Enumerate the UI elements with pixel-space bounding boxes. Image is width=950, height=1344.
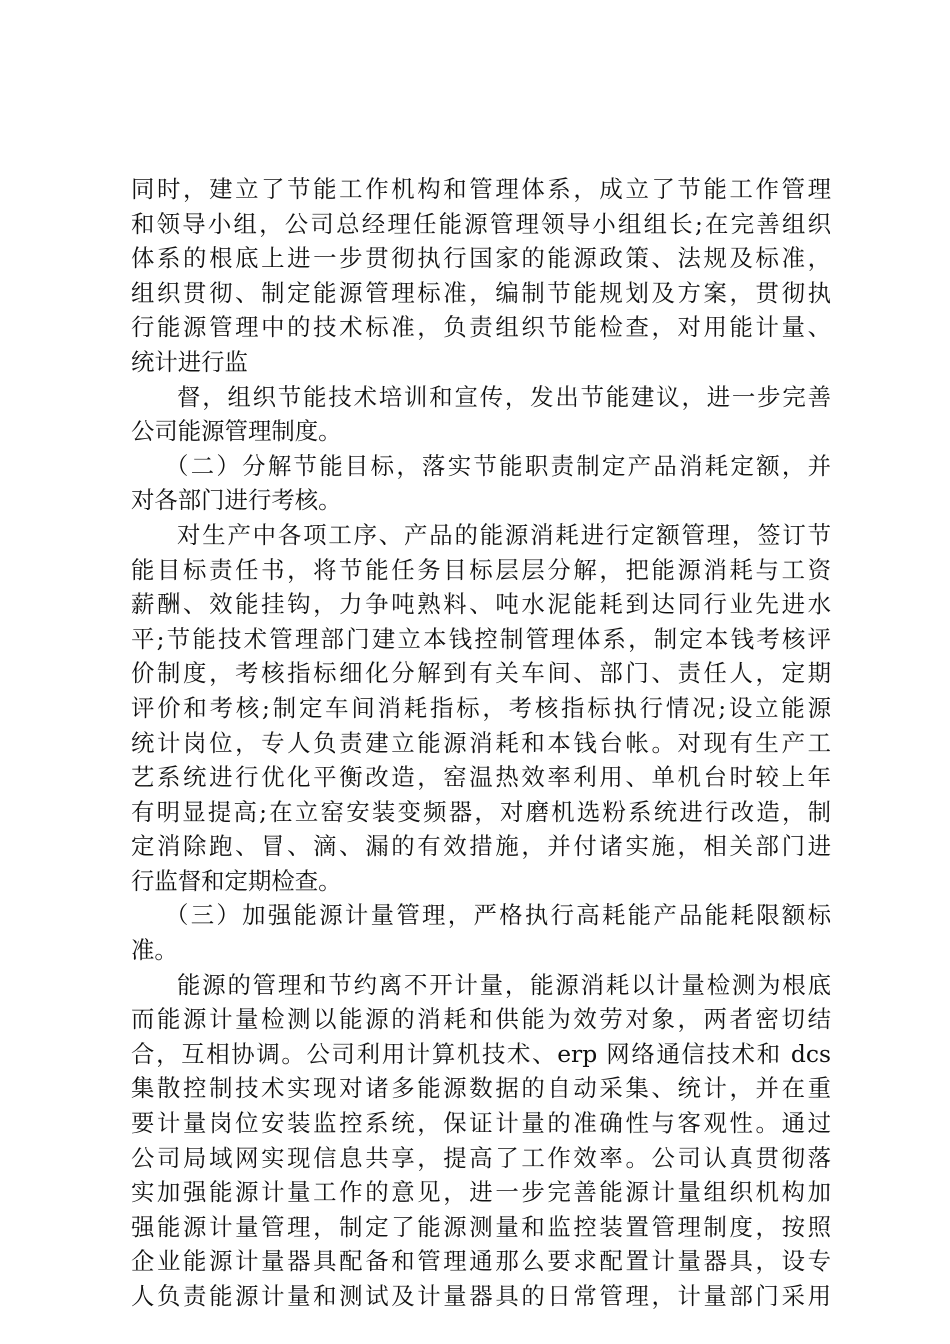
text-line: 能目标责任书，将节能任务目标层层分解，把能源消耗与工资: [131, 555, 831, 584]
text-line: 人负责能源计量和测试及计量器具的日常管理，计量部门采用: [131, 1282, 831, 1310]
text-line: 公司局域网实现信息共享，提高了工作效率。公司认真贯彻落: [131, 1143, 831, 1172]
text-line: 行能源管理中的技术标准，负责组织节能检查，对用能计量、: [131, 313, 831, 342]
paragraph-6: [131, 968, 831, 1314]
text-line: 艺系统进行优化平衡改造，窑温热效率利用、单机台时较上年: [131, 763, 831, 792]
paragraph-1: [131, 172, 831, 380]
text-line: 实加强能源计量工作的意见，进一步完善能源计量组织机构加: [131, 1178, 831, 1207]
text-line: 统计岗位，专人负责建立能源消耗和本钱台帐。对现有生产工: [131, 728, 831, 757]
section-heading-2: [131, 449, 831, 518]
text-line: 价制度，考核指标细化分解到有关车间、部门、责任人，定期: [131, 659, 831, 688]
text-line: 公司能源管理制度。: [131, 417, 342, 446]
text-line: 督，组织节能技术培训和宣传，发出节能建议，进一步完善: [177, 382, 831, 411]
heading-line: （二）分解节能目标，落实节能职责制定产品消耗定额，并: [165, 451, 831, 480]
paragraph-4: [131, 518, 831, 899]
document-page: [131, 172, 831, 1314]
text-line: 定消除跑、冒、滴、漏的有效措施，并付诸实施，相关部门进: [131, 832, 831, 861]
text-line: 对生产中各项工序、产品的能源消耗进行定额管理，签订节: [177, 520, 831, 549]
heading-line: 对各部门进行考核。: [131, 486, 342, 515]
heading-line: （三）加强能源计量管理，严格执行高耗能产品能耗限额标: [165, 901, 831, 930]
text-line: 要计量岗位安装监控系统，保证计量的准确性与客观性。通过: [131, 1109, 831, 1138]
text-line: 而能源计量检测以能源的消耗和供能为效劳对象，两者密切结: [131, 1005, 831, 1034]
text-line: 平;节能技术管理部门建立本钱控制管理体系，制定本钱考核评: [131, 624, 831, 653]
heading-line: 准。: [131, 936, 178, 965]
text-line: 体系的根底上进一步贯彻执行国家的能源政策、法规及标准，: [131, 244, 831, 273]
text-line: 集散控制技术实现对诸多能源数据的自动采集、统计，并在重: [131, 1074, 831, 1103]
text-line: 统计进行监: [131, 347, 248, 376]
text-line: 企业能源计量器具配备和管理通那么要求配置计量器具，设专: [131, 1247, 831, 1276]
text-line: 有明显提高;在立窑安装变频器，对磨机选粉系统进行改造，制: [131, 797, 831, 826]
text-line: 合，互相协调。公司利用计算机技术、erp 网络通信技术和 dcs: [131, 1039, 831, 1068]
paragraph-2: [131, 380, 831, 449]
text-line: 评价和考核;制定车间消耗指标，考核指标执行情况;设立能源: [131, 693, 831, 722]
text-line: 薪酬、效能挂钩，力争吨熟料、吨水泥能耗到达同行业先进水: [131, 590, 831, 619]
text-line: 行监督和定期检查。: [131, 866, 342, 895]
text-line: 强能源计量管理，制定了能源测量和监控装置管理制度，按照: [131, 1212, 831, 1241]
text-line: 能源的管理和节约离不开计量，能源消耗以计量检测为根底: [177, 970, 831, 999]
text-line: 组织贯彻、制定能源管理标准，编制节能规划及方案，贯彻执: [131, 278, 831, 307]
text-line: 同时，建立了节能工作机构和管理体系，成立了节能工作管理: [131, 175, 831, 203]
section-heading-3: [131, 898, 831, 967]
text-line: 和领导小组，公司总经理任能源管理领导小组组长;在完善组织: [131, 209, 831, 238]
